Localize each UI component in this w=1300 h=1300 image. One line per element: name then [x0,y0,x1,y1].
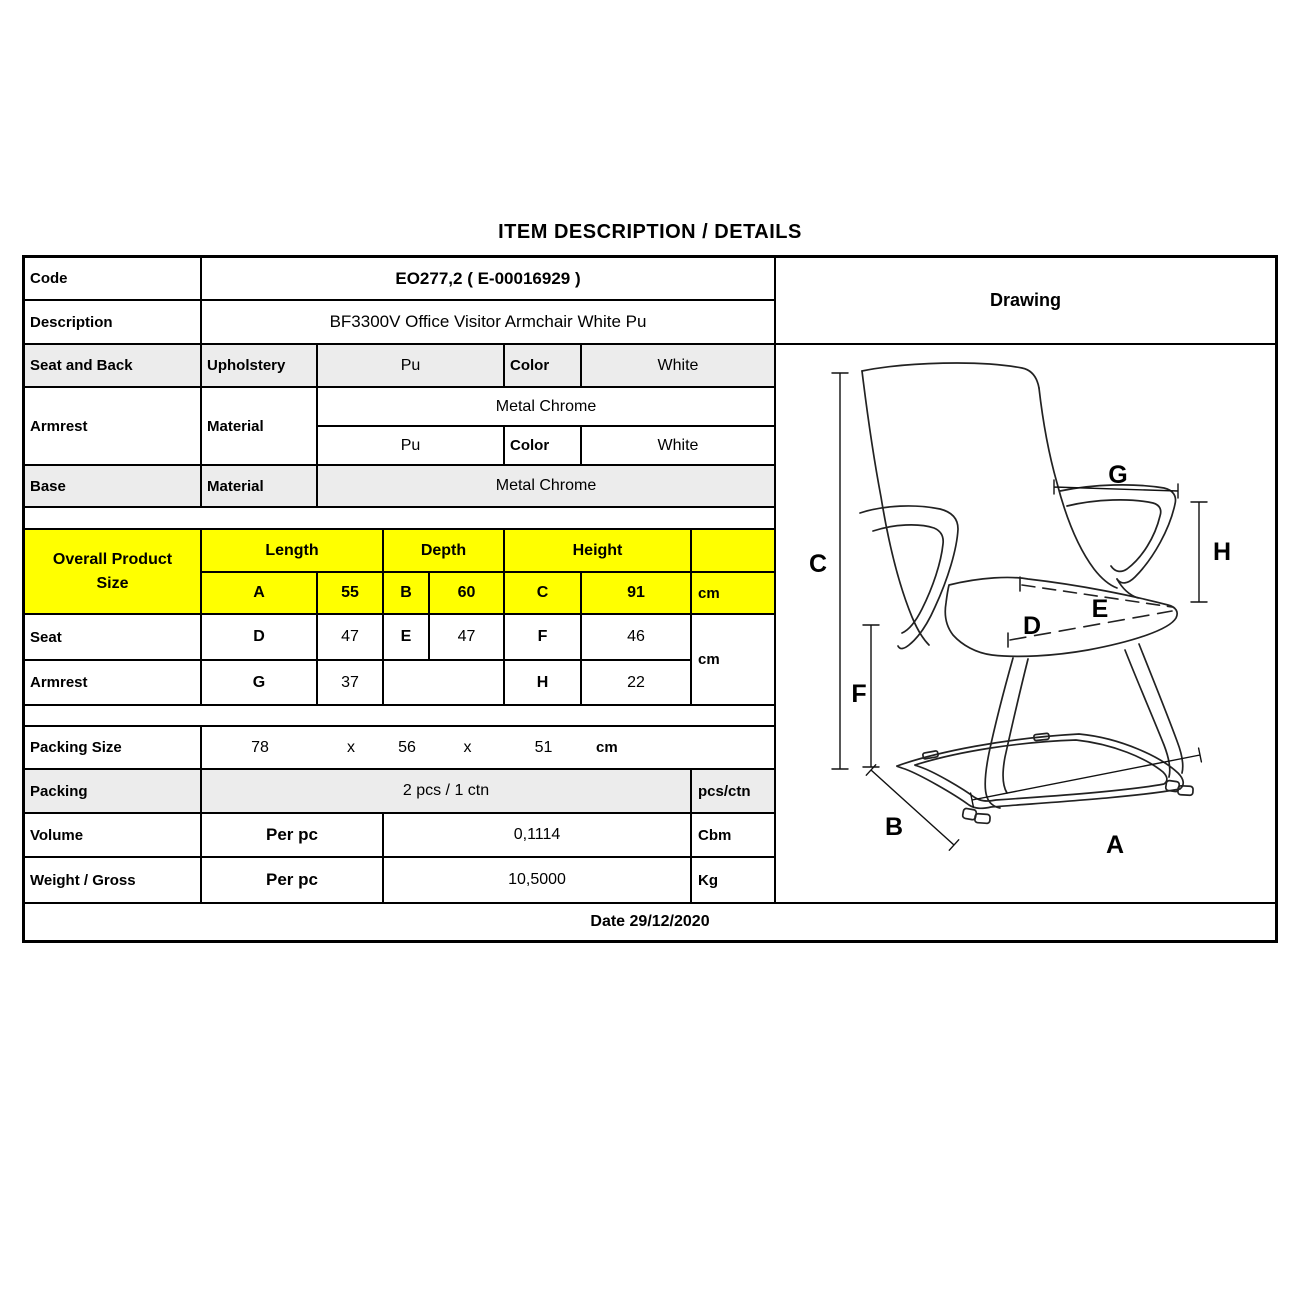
page-title: ITEM DESCRIPTION / DETAILS [498,221,802,243]
packing-size-label: Packing Size [25,727,202,770]
armrest-size-label: Armrest [25,661,202,706]
armrest-material-2: Pu [318,427,505,466]
chair-left-armrest-inner [873,525,943,633]
code-value: EO277,2 ( E-00016929 ) [202,258,774,301]
seat-back-color: White [582,345,774,388]
seat-height-value: 46 [582,615,692,661]
code-label: Code [25,258,202,301]
dim-line-b [866,765,958,850]
armrest-height-key: H [505,661,582,706]
height-header: Height [505,530,692,573]
overall-depth-key: B [384,573,430,615]
dim-label-a: A [1105,831,1125,859]
packing-size-d2: 56 [398,738,416,756]
armrest-depth-blank [384,661,505,706]
weight-basis: Per pc [202,858,384,902]
spec-table [22,255,1278,943]
chair-back-top-edge [862,363,1039,388]
base-attr: Material [202,466,318,508]
weight-unit: Kg [692,858,774,902]
weight-value: 10,5000 [384,858,692,902]
seat-back-color-label: Color [505,345,582,388]
chair-sketch [860,363,1193,824]
drawing-area [776,345,1275,907]
base-label: Base [25,466,202,508]
chair-drawing-svg [776,345,1275,902]
armrest-color-label: Color [505,427,582,466]
dim-label-b: B [884,813,904,841]
overall-size-label: Overall Product Size [25,530,202,615]
overall-length-key: A [202,573,318,615]
overall-length-value: 55 [318,573,384,615]
length-header: Length [202,530,384,573]
seat-back-label: Seat and Back [25,345,202,388]
chair-front-glide-2 [975,814,991,824]
seat-armrest-unit: cm [692,615,774,706]
armrest-material-1: Metal Chrome [318,388,774,427]
depth-header: Depth [384,530,505,573]
dim-line-c [832,373,848,769]
seat-depth-key: E [384,615,430,661]
seat-length-key: D [202,615,318,661]
chair-rear-leg [1125,650,1170,777]
packing-unit: pcs/ctn [692,770,774,814]
volume-value: 0,1114 [384,814,692,858]
packing-size-unit: cm [596,739,618,756]
packing-size-grid [202,727,774,768]
volume-label: Volume [25,814,202,858]
description-label: Description [25,301,202,345]
spec-table-body [25,258,1275,902]
packing-size-values [202,727,774,770]
drawing-header: Drawing [776,258,1275,345]
overall-depth-value: 60 [430,573,505,615]
weight-label: Weight / Gross [25,858,202,902]
packing-size-d1: 78 [251,738,269,756]
dimension-labels [809,461,1231,859]
dim-label-h: H [1212,538,1232,566]
dim-label-g: G [1108,461,1128,489]
dim-label-f: F [851,680,867,708]
packing-size-x2: x [463,738,472,756]
armrest-length-value: 37 [318,661,384,706]
packing-size-x1: x [347,738,355,756]
dim-label-c: C [808,550,828,578]
chair-rear-glide-2 [1178,786,1193,796]
packing-value: 2 pcs / 1 ctn [202,770,692,814]
volume-unit: Cbm [692,814,774,858]
chair-rear-leg-2 [1139,644,1183,773]
seat-depth-value: 47 [430,615,505,661]
spacer-row [25,706,774,727]
chair-back-left-edge [862,371,929,645]
volume-basis: Per pc [202,814,384,858]
chair-front-leg [985,658,1013,808]
description-value: BF3300V Office Visitor Armchair White Pu [202,301,774,345]
dimension-lines [832,373,1207,850]
spec-grid [25,258,774,902]
overall-unit: cm [692,573,774,615]
packing-label: Packing [25,770,202,814]
drawing-column [774,258,1275,902]
armrest-color: White [582,427,774,466]
armrest-attr: Material [202,388,318,466]
armrest-label: Armrest [25,388,202,466]
dim-line-h [1191,502,1207,602]
seat-size-label: Seat [25,615,202,661]
packing-size-d3: 51 [534,738,553,756]
overall-height-key: C [505,573,582,615]
seat-back-material: Pu [318,345,505,388]
base-material: Metal Chrome [318,466,774,508]
armrest-length-key: G [202,661,318,706]
dim-label-e: E [1091,595,1109,623]
seat-back-attr: Upholstery [202,345,318,388]
overall-height-value: 91 [582,573,692,615]
spacer-row [25,508,774,530]
armrest-height-value: 22 [582,661,692,706]
seat-height-key: F [505,615,582,661]
dim-label-d: D [1022,612,1042,640]
seat-length-value: 47 [318,615,384,661]
chair-base-inner [915,740,1167,801]
date-row: Date 29/12/2020 [25,902,1275,940]
size-header-blank [692,530,774,573]
chair-right-armrest-inner [1067,500,1161,572]
